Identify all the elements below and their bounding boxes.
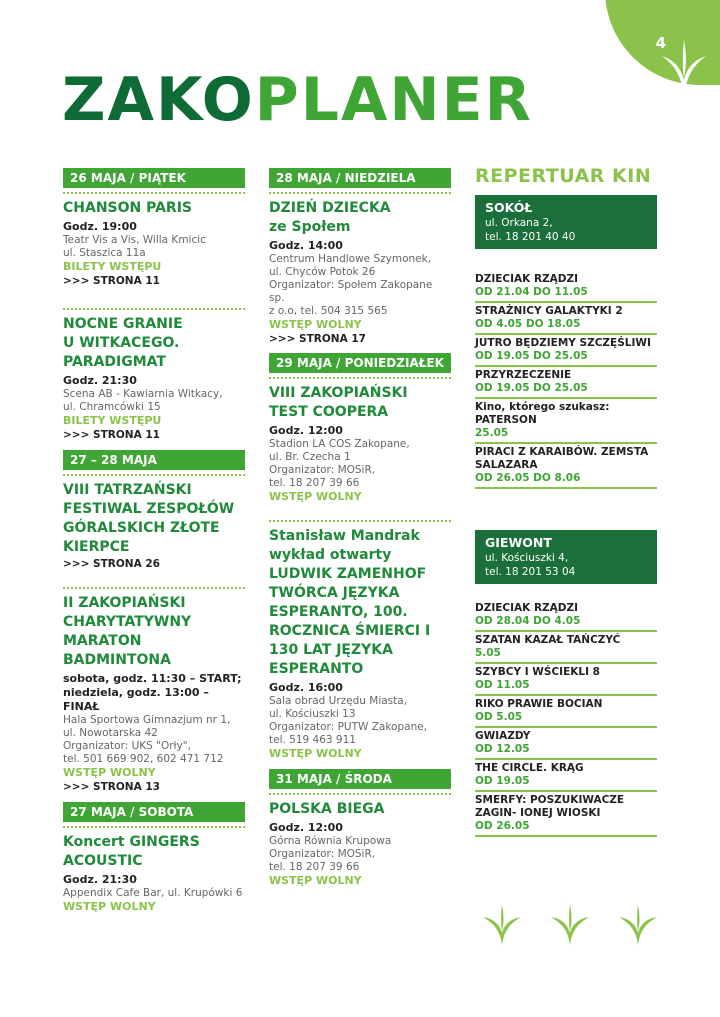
page-reference: >>> STRONA 13 [63,781,160,793]
event-time: Godz. 21:30 [63,873,137,886]
film-item [475,696,657,728]
cinema-name: SOKÓŁ [485,200,533,215]
event-address: ul. Chramcówki 15 [63,401,161,413]
event-phone: tel. 501 669 902, 602 471 712 [63,753,224,765]
event-time: Godz. 14:00 [269,239,343,252]
film-dates: 5.05 [475,647,501,659]
film-dates: OD 28.04 DO 4.05 [475,615,581,627]
film-item [475,632,657,664]
event-place: Stadion LA COS Zakopane, [269,438,410,450]
event-organizer: Organizator: MOSiR, [269,464,376,476]
event-time: Godz. 19:00 [63,220,137,233]
film-title: THE CIRCLE. KRĄG [475,762,584,774]
ticket-info: WSTĘP WOLNY [63,900,156,913]
film-list [475,271,657,489]
cinema-address: ul. Orkana 2, [485,217,553,229]
event-address: ul. Staszica 11a [63,247,146,259]
leaf-icon [480,903,524,947]
date-header: 28 MAJA / NIEDZIELA [269,168,451,188]
page-reference: >>> STRONA 11 [63,429,160,441]
cinema-name: GIEWONT [485,535,552,550]
event-title: CHANSON PARIS [63,200,193,216]
film-title: DZIECIAK RZĄDZI [475,602,579,614]
event-place: Scena AB - Kawiarnia Witkacy, [63,388,223,400]
cinema-column [475,165,657,837]
film-dates: 25.05 [475,427,509,439]
film-title: RIKO PRAWIE BOCIAN [475,698,603,710]
event-place: Appendix Cafe Bar, ul. Krupówki 6 [63,887,243,899]
event-time: niedziela, godz. 13:00 – FINAŁ [63,686,209,713]
film-dates: OD 19.05 DO 25.05 [475,350,588,362]
leaf-icon [548,903,592,947]
film-item [475,444,657,489]
event-title: II ZAKOPIAŃSKI CHARYTATYWNY MARATON BADMINTONA [63,595,192,668]
cinema-address: ul. Kościuszki 4, [485,552,569,564]
cinema-phone: tel. 18 201 53 04 [485,566,576,578]
film-dates: OD 26.05 [475,820,530,832]
film-item [475,303,657,335]
film-title: Kino, którego szukasz: PATERSON [475,401,610,426]
event-title: NOCNE GRANIE U WITKACEGO. PARADIGMAT [63,316,183,370]
film-item [475,367,657,399]
events-column-1 [63,168,245,914]
ticket-info: BILETY WSTĘPU [63,414,162,427]
event-time: sobota, godz. 11:30 – START; [63,672,242,685]
dotted-divider [269,373,451,379]
ticket-info: WSTĘP WOLNY [269,490,362,503]
decorative-leaves [480,903,660,947]
dotted-divider [63,470,245,476]
film-dates: OD 12.05 [475,743,530,755]
date-header: 26 MAJA / PIĄTEK [63,168,245,188]
event-time: Godz. 12:00 [269,424,343,437]
dotted-divider [63,822,245,828]
event-title: Koncert GINGERS ACOUSTIC [63,834,200,869]
film-title: PIRACI Z KARAIBÓW. ZEMSTA SALAZARA [475,446,649,471]
film-item [475,760,657,792]
dotted-divider [269,789,451,795]
film-title: GWIAZDY [475,730,531,742]
film-list [475,600,657,837]
film-item [475,335,657,367]
page-number: 4 [655,34,666,52]
film-dates: OD 11.05 [475,679,530,691]
event-time: Godz. 12:00 [269,821,343,834]
date-header: 27 MAJA / SOBOTA [63,802,245,822]
event-organizer: Organizator: UKS "Orły", [63,740,191,752]
film-dates: OD 21.04 DO 11.05 [475,286,588,298]
dotted-divider [269,188,451,194]
cinema-giewont [475,530,657,584]
ticket-info: WSTĘP WOLNY [269,318,362,331]
cinema-section-title: REPERTUAR KIN [475,165,652,187]
zakoplaner-logo: ZAKOPLANER [62,65,533,135]
event-time: Godz. 16:00 [269,681,343,694]
event-address: ul. Chyców Potok 26 [269,266,376,278]
event-title: Stanisław Mandrak wykład otwarty LUDWIK ZAMENHOF TWÓRCA JĘZYKA ESPERANTO, 100. ROCZNICA ŚMIERCI I 130 LAT JĘZYKA ESPERANTO [269,528,431,677]
dotted-divider [63,304,245,310]
event-time: Godz. 21:30 [63,374,137,387]
page-reference: >>> STRONA 26 [63,558,160,570]
event-place: Sala obrad Urzędu Miasta, [269,695,408,707]
event-address: ul. Nowotarska 42 [63,727,158,739]
film-title: JUTRO BĘDZIEMY SZCZĘŚLIWI [475,337,651,349]
event-title: POLSKA BIEGA [269,801,385,817]
film-dates: OD 5.05 [475,711,523,723]
dotted-divider [269,516,451,522]
leaf-icon [656,38,712,100]
event-place: Teatr Vis a Vis, Willa Kmicic [63,234,206,246]
event-phone: tel. 18 207 39 66 [269,861,360,873]
event-place: Centrum Handlowe Szymonek, [269,253,432,265]
cinema-phone: tel. 18 201 40 40 [485,231,576,243]
event-phone: tel. 519 463 911 [269,734,356,746]
dotted-divider [63,583,245,589]
film-item [475,600,657,632]
event-organizer: Organizator: PUTW Zakopane, [269,721,428,733]
date-header: 27 – 28 MAJA [63,450,245,470]
event-organizer: Organizator: Społem Zakopane sp. [269,279,433,304]
film-item [475,271,657,303]
page-reference: >>> STRONA 17 [269,333,366,345]
film-title: PRZYRZECZENIE [475,369,572,381]
film-item [475,664,657,696]
event-title: DZIEŃ DZIECKA ze Społem [269,200,391,235]
film-dates: OD 19.05 [475,775,530,787]
date-header: 29 MAJA / PONIEDZIAŁEK [269,353,451,373]
film-dates: OD 4.05 DO 18.05 [475,318,581,330]
ticket-info: WSTĘP WOLNY [269,874,362,887]
event-address: ul. Kościuszki 13 [269,708,356,720]
events-column-2 [269,168,451,888]
film-title: STRAŻNICY GALAKTYKI 2 [475,305,623,317]
film-item [475,728,657,760]
cinema-sokol [475,195,657,249]
film-item [475,792,657,837]
film-dates: OD 19.05 DO 25.05 [475,382,588,394]
event-title: VIII TATRZAŃSKI FESTIWAL ZESPOŁÓW GÓRALSKICH ZŁOTE KIERPCE [63,482,235,555]
film-title: SZATAN KAZAŁ TAŃCZYĆ [475,634,621,646]
event-organizer: Organizator: MOSiR, [269,848,376,860]
film-title: SMERFY: POSZUKIWACZE ZAGIN- IONEJ WIOSKI [475,794,625,819]
event-phone: tel. 18 207 39 66 [269,477,360,489]
event-place: Górna Równia Krupowa [269,835,392,847]
event-title: VIII ZAKOPIAŃSKI TEST COOPERA [269,385,408,420]
dotted-divider [63,188,245,194]
event-address: ul. Br. Czecha 1 [269,451,351,463]
ticket-info: WSTĘP WOLNY [63,766,156,779]
film-item [475,399,657,444]
film-title: SZYBCY I WŚCIEKLI 8 [475,666,600,678]
date-header: 31 MAJA / ŚRODA [269,769,451,789]
page-reference: >>> STRONA 11 [63,275,160,287]
film-dates: OD 26.05 DO 8.06 [475,472,581,484]
ticket-info: BILETY WSTĘPU [63,260,162,273]
film-title: DZIECIAK RZĄDZI [475,273,579,285]
event-organizer: z o.o, tel. 504 315 565 [269,305,388,317]
ticket-info: WSTĘP WOLNY [269,747,362,760]
event-place: Hala Sportowa Gimnazjum nr 1, [63,714,231,726]
leaf-icon [616,903,660,947]
